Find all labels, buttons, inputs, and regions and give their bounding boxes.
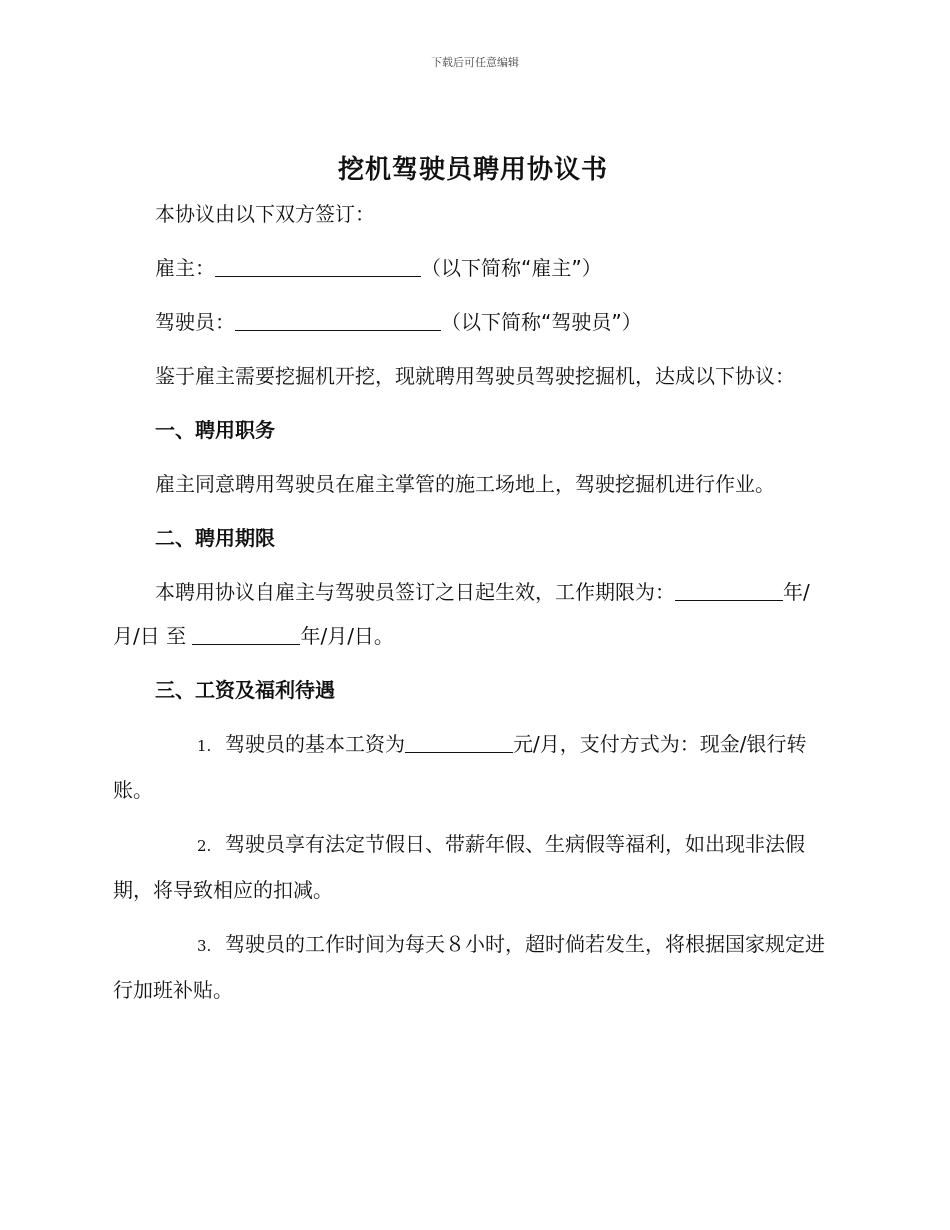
section-title-position: 一、聘用职务 (155, 418, 275, 442)
term-start-blank (675, 572, 783, 601)
section-title-salary: 三、工资及福利待遇 (155, 678, 335, 702)
section-body-term (113, 570, 833, 658)
salary-item-1 (113, 722, 833, 812)
salary-item-1-post: 元/月，支付方式为：现金/银行转账。 (113, 732, 807, 802)
section-title-term: 二、聘用期限 (155, 526, 275, 550)
term-text-pre: 本聘用协议自雇主与驾驶员签订之日起生效，工作期限为： (155, 580, 675, 604)
salary-item-1-pre: 驾驶员的基本工资为 (225, 732, 405, 756)
term-end-blank (192, 616, 300, 645)
page-header-note: 下载后可任意编辑 (431, 56, 519, 69)
salary-item-2 (113, 822, 833, 912)
section-body-position: 雇主同意聘用驾驶员在雇主掌管的施工场地上，驾驶挖掘机进行作业。 (155, 472, 775, 496)
employer-label: 雇主： (155, 256, 215, 280)
preamble-paragraph: 鉴于雇主需要挖掘机开挖，现就聘用驾驶员驾驶挖掘机，达成以下协议： (155, 364, 795, 388)
salary-item-3 (113, 922, 833, 1012)
driver-suffix: （以下简称“驾驶员”） (441, 310, 642, 334)
employer-suffix: （以下简称“雇主”） (421, 256, 602, 280)
salary-amount-blank (405, 724, 513, 753)
item-number: 2. (197, 837, 212, 855)
document-body (113, 150, 833, 1022)
driver-label: 驾驶员： (155, 310, 235, 334)
employer-name-blank (215, 248, 421, 277)
item-number: 1. (197, 737, 212, 755)
salary-item-3-text: 驾驶员的工作时间为每天８小时，超时倘若发生，将根据国家规定进行加班补贴。 (113, 932, 825, 1002)
document-title: 挖机驾驶员聘用协议书 (337, 155, 608, 185)
salary-item-2-text: 驾驶员享有法定节假日、带薪年假、生病假等福利，如出现非法假期，将导致相应的扣减。 (113, 832, 805, 902)
intro-paragraph: 本协议由以下双方签订： (155, 202, 375, 226)
driver-line (113, 300, 833, 344)
term-text-post: 年/月/日。 (300, 624, 394, 648)
term-text-mid: 年/月/日 至 (113, 580, 810, 648)
employer-line (113, 246, 833, 290)
item-number: 3. (197, 937, 212, 955)
driver-name-blank (235, 302, 441, 331)
